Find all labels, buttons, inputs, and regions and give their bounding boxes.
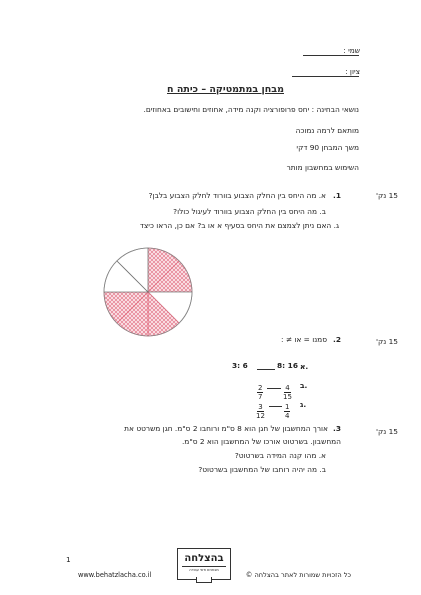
grade-label: ציון : bbox=[345, 67, 360, 76]
calculator-note: השימוש במחשבון מותר bbox=[286, 163, 359, 172]
q2b-left-den: 15 bbox=[283, 393, 292, 401]
q1-line-a: א. מה היחס בין החלק הצבוע בוורוד לחלק הצבוע בלבן? bbox=[148, 191, 326, 200]
q2b-answer-line[interactable] bbox=[267, 388, 281, 389]
website-link[interactable]: www.behatzlacha.co.il bbox=[78, 571, 152, 579]
copyright-notice: כל הזכויות שמורות לאתר בהצלחה © bbox=[245, 571, 351, 579]
q2c-right-fraction bbox=[256, 394, 265, 420]
q3-line-b: ב. מה יהיה רוחבו של המחשבון בשרטוט? bbox=[198, 465, 326, 474]
q2a-answer-line[interactable] bbox=[257, 369, 275, 370]
q2-instruction: סמנו = או ≠ : bbox=[280, 335, 327, 344]
logo-subtext: מבחנים ודפי עבודה bbox=[189, 568, 219, 572]
exam-level: מותאם לרמה נמוכה bbox=[295, 126, 359, 135]
q2a-left-ratio: 8: 16 bbox=[277, 361, 298, 370]
q2a-right-ratio: 3: 6 bbox=[232, 361, 248, 370]
q2b-left-num: 4 bbox=[285, 384, 290, 392]
q2c-left-num: 1 bbox=[285, 403, 290, 411]
q3-line-a: א. מהו קנה המידה בשרטוט? bbox=[234, 451, 326, 460]
q2c-right-den: 12 bbox=[256, 412, 265, 420]
logo-divider bbox=[182, 566, 226, 567]
logo-tab bbox=[196, 577, 212, 583]
q1-line-b: ב. מה היחס בין החלק הצבוע בוורוד לעיגול כולו? bbox=[173, 207, 326, 216]
q1-pie-diagram bbox=[102, 246, 194, 338]
grade-blank-line[interactable] bbox=[292, 76, 359, 77]
q3-points: 15 נק' bbox=[376, 427, 398, 436]
q3-line-1: אורך המחשבון של חגן הוא 8 ס"מ ורוחבו 2 ס"מ. חגן משרטט את bbox=[124, 424, 328, 433]
q1-points: 15 נק' bbox=[376, 191, 398, 200]
q3-number: 3. bbox=[333, 424, 341, 433]
name-label: שמי : bbox=[343, 46, 360, 55]
q2-number: 2. bbox=[333, 335, 341, 344]
name-blank-line[interactable] bbox=[303, 55, 359, 56]
q1-number: 1. bbox=[333, 191, 341, 200]
exam-topic: נושאי הבחינה : יחס פרופורציה וקנה מידה, אחוזים וחישובים באחוזים. bbox=[143, 105, 359, 114]
q2c-right-num: 3 bbox=[258, 403, 263, 411]
page-number: 1 bbox=[66, 555, 71, 564]
logo-text: בהצלחה bbox=[184, 553, 224, 564]
q2-points: 15 נק' bbox=[376, 337, 398, 346]
page-title: מבחן במתמטיקה – כיתה ח bbox=[167, 84, 284, 95]
q3-line-2: המחשבון. בשרטוט אורכו של המחשבון הוא 2 ס"מ. bbox=[181, 437, 341, 446]
q1-line-c: ג. האם ניתן לצמצם את היחס בסעיף א או ב? אם כן, הראו כיצד bbox=[139, 221, 339, 230]
q2c-answer-line[interactable] bbox=[269, 406, 282, 407]
q2b-right-den: 7 bbox=[258, 393, 263, 401]
q2c-left-den: 4 bbox=[285, 412, 290, 420]
site-logo bbox=[177, 548, 231, 580]
exam-duration: משך המבחן 90 דקי bbox=[296, 143, 359, 152]
q2c-label: ג. bbox=[300, 400, 307, 409]
q2b-label: ב. bbox=[300, 381, 308, 390]
q2a-label: א. bbox=[300, 362, 309, 371]
q2b-right-num: 2 bbox=[258, 384, 263, 392]
q2c-left-fraction bbox=[284, 394, 290, 420]
